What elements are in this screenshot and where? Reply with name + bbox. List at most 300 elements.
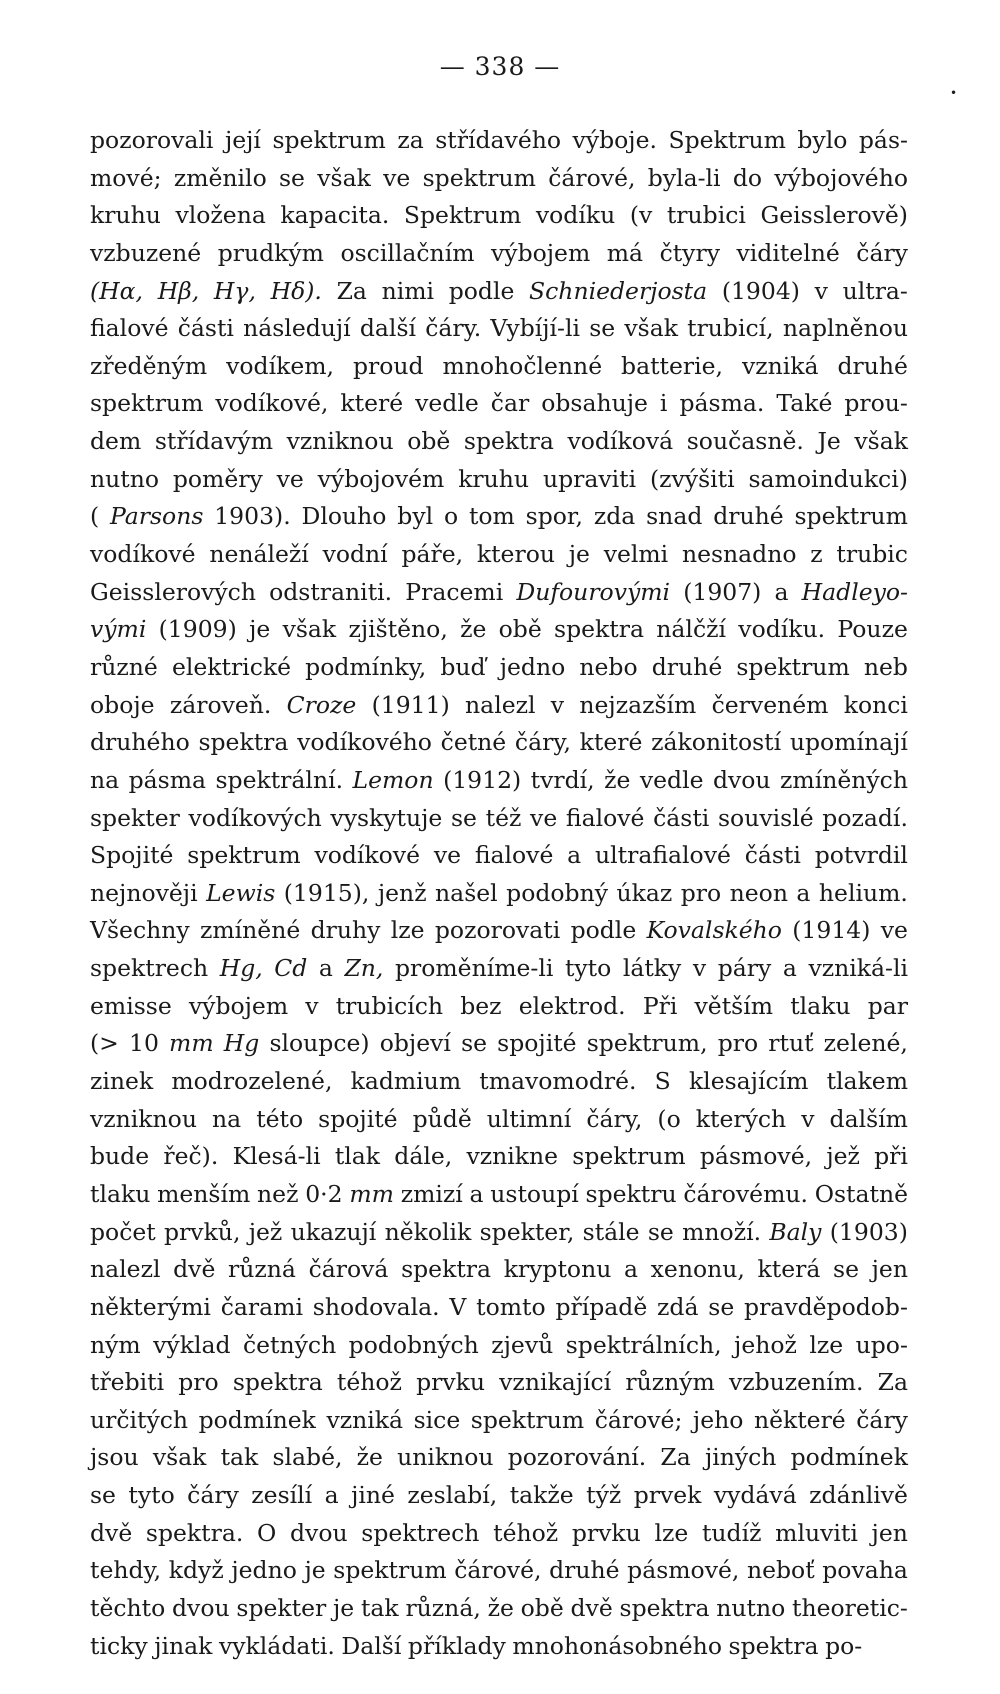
word: nutno: [716, 1593, 786, 1622]
word: poměry: [172, 464, 263, 493]
word: proměníme-li: [394, 954, 554, 983]
word: fialové: [565, 803, 645, 832]
word: kruhu: [90, 201, 161, 230]
text-line: [90, 160, 908, 198]
word: že: [604, 765, 631, 794]
word: tvrdí,: [530, 765, 595, 794]
word: vodní: [322, 540, 388, 569]
word: nalezl: [90, 1255, 161, 1284]
word: tudíž: [701, 1518, 762, 1547]
word: mluviti: [775, 1518, 858, 1547]
word: vedle: [415, 389, 479, 418]
word: (1909): [158, 615, 237, 644]
word: téhož: [493, 1518, 559, 1547]
word: neboť: [746, 1556, 815, 1585]
word: vodíkového: [297, 728, 432, 757]
text-line: [90, 1251, 908, 1289]
word: ultra-: [842, 276, 908, 305]
word: (1903): [829, 1217, 908, 1246]
word: větším: [694, 991, 774, 1020]
word: Baly: [769, 1217, 822, 1246]
word: pozorovati: [434, 916, 561, 945]
word: výklad: [153, 1330, 231, 1359]
word: a: [782, 954, 797, 983]
word: na: [90, 765, 120, 794]
text-line: [90, 498, 908, 536]
word: četné: [440, 728, 507, 757]
word: (o: [657, 1104, 681, 1133]
word: snad: [646, 502, 703, 531]
word: vými: [90, 615, 147, 644]
word: střídavého: [435, 126, 562, 154]
word: Za: [660, 1443, 691, 1472]
word: Spektrum: [403, 201, 522, 230]
word: pás-: [858, 126, 908, 154]
word: půdě: [412, 1104, 472, 1133]
word: dvou: [290, 1518, 348, 1547]
word: má: [606, 238, 644, 267]
word: příklady: [407, 1631, 506, 1660]
text-line: [90, 348, 908, 386]
word: podle: [448, 276, 515, 305]
word: ticky: [90, 1631, 148, 1660]
word: a: [774, 577, 789, 606]
word: ustoupí: [490, 1179, 579, 1208]
word: dalším: [829, 1104, 908, 1133]
word: spektra: [463, 427, 554, 456]
text-line: [90, 1289, 908, 1327]
word: spektra: [728, 1631, 819, 1660]
word: takže: [509, 1481, 574, 1510]
word: Dlouho: [301, 502, 387, 531]
word: současně.: [686, 427, 804, 456]
word: čtyry: [659, 238, 720, 267]
word: vodíkové: [314, 841, 420, 870]
word: trubici: [666, 201, 746, 230]
word: spektra: [554, 615, 644, 644]
word: spektrum: [736, 652, 850, 681]
word: pásmové,: [627, 1556, 740, 1585]
word: zmizí: [400, 1179, 463, 1208]
word: Také: [776, 389, 833, 418]
word: vzniká: [326, 1405, 404, 1434]
word: prvek: [633, 1481, 702, 1510]
word: (1911): [371, 690, 450, 719]
word: i: [659, 389, 668, 418]
word: spektrech: [90, 954, 209, 983]
word: spektrum: [422, 163, 536, 192]
text-line: [90, 461, 908, 499]
word: 10: [129, 1029, 159, 1058]
text-line: [90, 1439, 908, 1477]
word: Dufourovými: [516, 577, 671, 606]
word: povaha: [822, 1556, 908, 1585]
text-line: [90, 875, 908, 913]
word: různá,: [405, 1593, 481, 1622]
word: (1912): [443, 765, 522, 794]
word: pásma.: [679, 389, 765, 418]
word: následují: [243, 314, 351, 343]
word: však: [624, 314, 678, 343]
word: menším: [157, 1179, 251, 1208]
word: tak: [360, 1593, 399, 1622]
text-line: [90, 800, 908, 838]
word: různým: [625, 1368, 715, 1397]
word: viditelné: [736, 238, 840, 267]
word: (Hα,: [90, 276, 144, 305]
word: potvrdil: [814, 841, 908, 870]
word: mnohonásobného: [512, 1631, 722, 1660]
word: četných: [242, 1330, 337, 1359]
word: dvě: [570, 1593, 613, 1622]
word: Za: [877, 1368, 908, 1397]
word: pásma: [128, 765, 207, 794]
word: vzbuzené: [90, 238, 202, 267]
word: druhé: [713, 502, 784, 531]
word: vydává: [713, 1481, 797, 1510]
text-line: [90, 1063, 908, 1101]
text-line: [90, 912, 908, 950]
word: podobný: [506, 878, 608, 907]
word: nálčží: [656, 615, 727, 644]
word: lze: [390, 916, 425, 945]
word: modrozelené,: [171, 1067, 333, 1096]
word: nejzazším: [579, 690, 697, 719]
word: stále: [582, 1217, 640, 1246]
word: vodíkových: [188, 803, 322, 832]
word: čárové,: [548, 163, 636, 192]
word: v: [550, 690, 565, 719]
word: v: [801, 1104, 815, 1133]
word: kryptonu: [503, 1255, 612, 1284]
word: oscillačním: [340, 238, 475, 267]
word: výbojem: [491, 238, 591, 267]
text-line: [90, 235, 908, 273]
word: Hg,: [219, 954, 263, 983]
text-line: [90, 574, 908, 612]
word: spektrální.: [215, 765, 344, 794]
word: ultimní: [486, 1104, 572, 1133]
word: které: [579, 728, 643, 757]
word: trubic: [836, 540, 908, 569]
text-line: [90, 1515, 908, 1553]
word: elektrod.: [518, 991, 626, 1020]
word: podle: [570, 916, 637, 945]
text-line: [90, 197, 908, 235]
word: Při: [642, 991, 678, 1020]
word: elektrické: [171, 652, 292, 681]
word: je: [568, 540, 590, 569]
word: spojité: [497, 1029, 577, 1058]
word: a: [318, 954, 333, 983]
word: spektrum: [794, 502, 908, 531]
word: bude: [90, 1142, 150, 1171]
word: vodíkové,: [215, 389, 329, 418]
word: čárové;: [594, 1405, 683, 1434]
text-line: [90, 1025, 908, 1063]
word: tlakem: [826, 1067, 908, 1096]
word: však: [317, 163, 371, 192]
word: spektrum: [470, 1405, 585, 1434]
word: čárovému.: [683, 1179, 808, 1208]
text-line: [90, 385, 908, 423]
word: spektrum: [187, 841, 301, 870]
word: S: [654, 1067, 671, 1096]
text-line: [90, 1552, 908, 1590]
word: oboje: [90, 690, 155, 719]
word: vznikne: [466, 1142, 559, 1171]
text-line: [90, 950, 908, 988]
word: vzbuzením.: [728, 1368, 864, 1397]
word: spektrum: [333, 1556, 447, 1585]
word: prudkým: [217, 238, 324, 267]
word: výbojového: [774, 163, 908, 192]
word: vodíkem,: [226, 351, 334, 380]
word: se: [708, 1292, 735, 1321]
word: změnilo: [173, 163, 267, 192]
word: vodíková: [567, 427, 674, 456]
word: spektra: [198, 728, 289, 757]
word: Hg: [223, 1029, 260, 1058]
word: čáry: [187, 1481, 239, 1510]
word: prvků,: [164, 1217, 241, 1246]
word: dále,: [394, 1142, 453, 1171]
word: klesajícím: [688, 1067, 809, 1096]
word: jinak: [154, 1631, 213, 1660]
word: čáry,: [586, 1104, 643, 1133]
word: která: [757, 1255, 821, 1284]
word: se: [461, 1029, 488, 1058]
word: konci: [843, 690, 908, 719]
word: výboje.: [572, 126, 657, 154]
word: lze: [654, 1518, 689, 1547]
word: jeho: [692, 1405, 744, 1434]
word: (v: [629, 201, 653, 230]
word: se: [90, 1481, 116, 1510]
word: Kovalského: [646, 916, 782, 945]
word: tehdy,: [90, 1556, 162, 1585]
word: vzniká: [741, 351, 819, 380]
word: zeslabí,: [407, 1481, 498, 1510]
word: druhy: [310, 916, 381, 945]
word: případě: [555, 1292, 648, 1321]
word: jsou: [90, 1443, 139, 1472]
word: spektra.: [145, 1518, 244, 1547]
word: kadmium: [350, 1067, 462, 1096]
text-line: [90, 1214, 908, 1252]
word: podmínek: [790, 1443, 908, 1472]
word: Spojité: [90, 841, 174, 870]
word: Hδ).: [270, 276, 322, 305]
word: kterých: [695, 1104, 787, 1133]
word: ukazují: [290, 1217, 377, 1246]
word: Geisslerově): [760, 201, 908, 230]
word: pro: [717, 1029, 759, 1058]
text-line: [90, 310, 908, 348]
word: zjištěno,: [348, 615, 448, 644]
word: kruhu: [458, 464, 530, 493]
word: je: [304, 1556, 326, 1585]
word: po-: [825, 1631, 863, 1660]
word: spekter,: [479, 1217, 575, 1246]
word: rtuť: [768, 1029, 814, 1058]
word: tak: [220, 1443, 259, 1472]
word: vznikající: [499, 1368, 612, 1397]
word: sloupce): [269, 1029, 370, 1058]
word: mm: [349, 1179, 394, 1208]
text-line: [90, 273, 908, 311]
word: též: [485, 803, 522, 832]
word: spektrum: [90, 389, 204, 418]
word: části: [653, 803, 710, 832]
text-line: [90, 649, 908, 687]
word: upraviti: [542, 464, 637, 493]
word: zinek: [90, 1067, 154, 1096]
word: bez: [460, 991, 502, 1020]
word: odstraniti.: [269, 577, 393, 606]
word: jiných: [704, 1443, 777, 1472]
word: při: [874, 1142, 908, 1171]
word: proud: [352, 351, 424, 380]
word: objeví: [379, 1029, 451, 1058]
word: zjevů: [491, 1330, 554, 1359]
corner-mark: •: [950, 86, 958, 100]
word: však: [282, 615, 337, 644]
word: páře,: [401, 540, 464, 569]
word: Hγ,: [213, 276, 256, 305]
word: naplněnou: [782, 314, 908, 343]
word: však: [854, 427, 908, 456]
text-line: [90, 724, 908, 762]
word: Vybíjí-li: [490, 314, 581, 343]
word: tlak: [334, 1142, 381, 1171]
word: se: [647, 1217, 674, 1246]
word: (1914): [792, 916, 871, 945]
word: téhož: [336, 1368, 402, 1397]
word: upo-: [855, 1330, 908, 1359]
word: tlaku: [790, 991, 851, 1020]
word: trubicí,: [687, 314, 774, 343]
word: týž: [586, 1481, 622, 1510]
word: Pracemi: [405, 577, 504, 606]
word: vyskytuje: [330, 803, 443, 832]
word: je: [249, 615, 271, 644]
word: neb: [863, 652, 908, 681]
word: do: [732, 163, 763, 192]
word: jenž: [377, 878, 427, 907]
text-line: [90, 1590, 908, 1628]
word: tom: [468, 502, 515, 531]
word: dvou: [712, 765, 771, 794]
text-line: [90, 762, 908, 800]
word: neon: [729, 878, 788, 907]
word: spektrum: [272, 126, 386, 154]
word: čar: [490, 389, 530, 418]
word: čáry.: [425, 314, 482, 343]
text-line: [90, 837, 908, 875]
word: nenáleží: [209, 540, 309, 569]
word: Parsons: [110, 502, 204, 531]
word: tmavomodré.: [479, 1067, 637, 1096]
word: pásmové,: [699, 1142, 813, 1171]
word: a: [324, 1481, 339, 1510]
word: Klesá-li: [232, 1142, 321, 1171]
word: (zvýšiti: [649, 464, 735, 493]
word: Geisslerových: [90, 577, 256, 606]
word: (>: [90, 1029, 119, 1058]
word: ve: [276, 464, 304, 493]
word: bylo: [797, 126, 848, 154]
word: na: [212, 1104, 242, 1133]
word: o: [443, 502, 459, 531]
word: různá: [228, 1255, 296, 1284]
word: zmíněných: [780, 765, 908, 794]
word: kapacita.: [280, 201, 390, 230]
word: spektrum: [572, 1142, 686, 1171]
word: par: [867, 991, 908, 1020]
text-line: [90, 1176, 908, 1214]
word: zelené,: [823, 1029, 908, 1058]
word: vzniká-li: [808, 954, 908, 983]
word: této: [256, 1104, 304, 1133]
word: prvku: [416, 1368, 486, 1397]
word: xenonu,: [650, 1255, 745, 1284]
word: velmi: [603, 540, 669, 569]
word: červeném: [711, 690, 829, 719]
word: ve: [383, 163, 411, 192]
word: tlaku: [90, 1179, 151, 1208]
text-line: [90, 122, 908, 160]
word: nimi: [381, 276, 435, 305]
word: spektra: [401, 1255, 492, 1284]
word: ve: [530, 803, 558, 832]
word: se: [451, 803, 477, 832]
word: se: [833, 1255, 859, 1284]
word: vykládati.: [219, 1631, 335, 1660]
word: nesnadno: [681, 540, 797, 569]
word: těchto: [90, 1593, 166, 1622]
word: za: [397, 126, 424, 154]
word: látky: [622, 954, 682, 983]
word: její: [224, 126, 261, 154]
word: Lewis: [206, 878, 276, 907]
word: pro: [178, 1368, 219, 1397]
word: zároveň.: [169, 690, 272, 719]
word: jež: [248, 1217, 283, 1246]
body-text: [90, 122, 908, 1665]
word: nutno: [90, 464, 159, 493]
word: spektrech: [361, 1518, 480, 1547]
word: sice: [413, 1405, 461, 1434]
word: našel: [435, 878, 498, 907]
word: vzniknou: [90, 1104, 197, 1133]
text-line: [90, 1477, 908, 1515]
word: množí.: [682, 1217, 762, 1246]
word: jen: [871, 1518, 908, 1547]
word: batterie,: [621, 351, 724, 380]
word: jiné: [351, 1481, 395, 1510]
word: spor,: [525, 502, 584, 531]
word: vzniknou: [286, 427, 394, 456]
word: úkaz: [616, 878, 673, 907]
word: obě: [520, 1593, 564, 1622]
word: Hadleyo-: [801, 577, 908, 606]
word: tyto: [564, 954, 612, 983]
word: řeč).: [163, 1142, 219, 1171]
word: zředěným: [90, 351, 208, 380]
word: obě: [498, 615, 542, 644]
word: tomto: [476, 1292, 546, 1321]
